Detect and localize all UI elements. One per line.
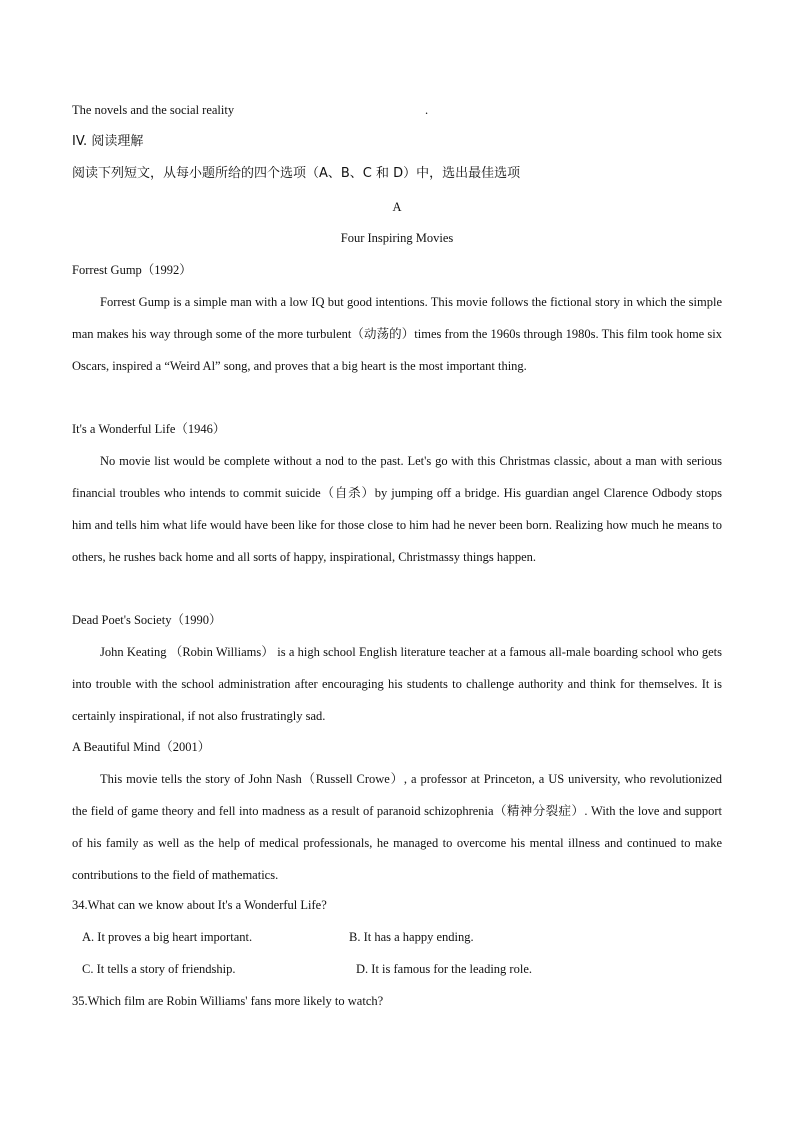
- section-title: IV. 阅读理解: [72, 134, 144, 149]
- passage-title: Four Inspiring Movies: [340, 231, 454, 245]
- movie-description: John Keating （Robin Williams） is a high school English literature teacher at a famous all-male boarding school who gets into trouble with the school administration after encouraging his students to challenge authority and think for themselves. It is certainly inspirational, if not also frustratingly sad.: [72, 645, 722, 723]
- question-34-option-d[interactable]: D. It is famous for the leading role.: [356, 962, 532, 976]
- question-34-option-a[interactable]: A. It proves a big heart important.: [82, 930, 253, 944]
- movie-heading: A Beautiful Mind（2001）: [72, 740, 211, 754]
- movie-heading: It's a Wonderful Life（1946）: [72, 422, 226, 436]
- question-34-stem: 34.What can we know about It's a Wonderful Life?: [72, 898, 327, 912]
- movie-heading: Dead Poet's Society（1990）: [72, 613, 222, 627]
- movie-description: Forrest Gump is a simple man with a low IQ but good intentions. This movie follows the fictional story in which the simple man makes his way through some of the more turbulent（动荡的）times from the 1960s through 1980s. This film took home six Oscars, inspired a “Weird Al” song, and proves that a big heart is the most important thing.: [72, 295, 722, 373]
- movie-description: No movie list would be complete without a nod to the past. Let's go with this Christmas classic, about a man with serious financial troubles who intends to commit suicide（自杀）by jumping off a bridge. His guardian angel Clarence Odbody stops him and tells him what life would have been like for those close to him had he never been born. Realizing how much he means to others, he rushes back home and all sorts of happy, inspirational, Christmassy things happen.: [72, 454, 722, 564]
- question-34-option-c[interactable]: C. It tells a story of friendship.: [82, 962, 236, 976]
- movie-description: This movie tells the story of John Nash（Russell Crowe）, a professor at Princeton, a US university, who revolutionized the field of game theory and fell into madness as a result of paranoid schizophrenia（精神分裂症）. With the love and support of his family as well as the help of medical professionals, he managed to overcome his mental illness and continued to make contributions to the field of mathematics.: [72, 772, 722, 882]
- instructions: 阅读下列短文，从每小题所给的四个选项（A、B、C 和 D）中，选出最佳选项: [72, 166, 521, 181]
- intro-line-text: The novels and the social reality: [72, 103, 235, 117]
- intro-line: [72, 101, 722, 119]
- movie-heading: Forrest Gump（1992）: [72, 263, 192, 277]
- passage-label: A: [392, 200, 402, 214]
- intro-line-end: .: [425, 103, 429, 117]
- question-34-option-b[interactable]: B. It has a happy ending.: [349, 930, 474, 944]
- question-35-stem: 35.Which film are Robin Williams' fans more likely to watch?: [72, 994, 384, 1008]
